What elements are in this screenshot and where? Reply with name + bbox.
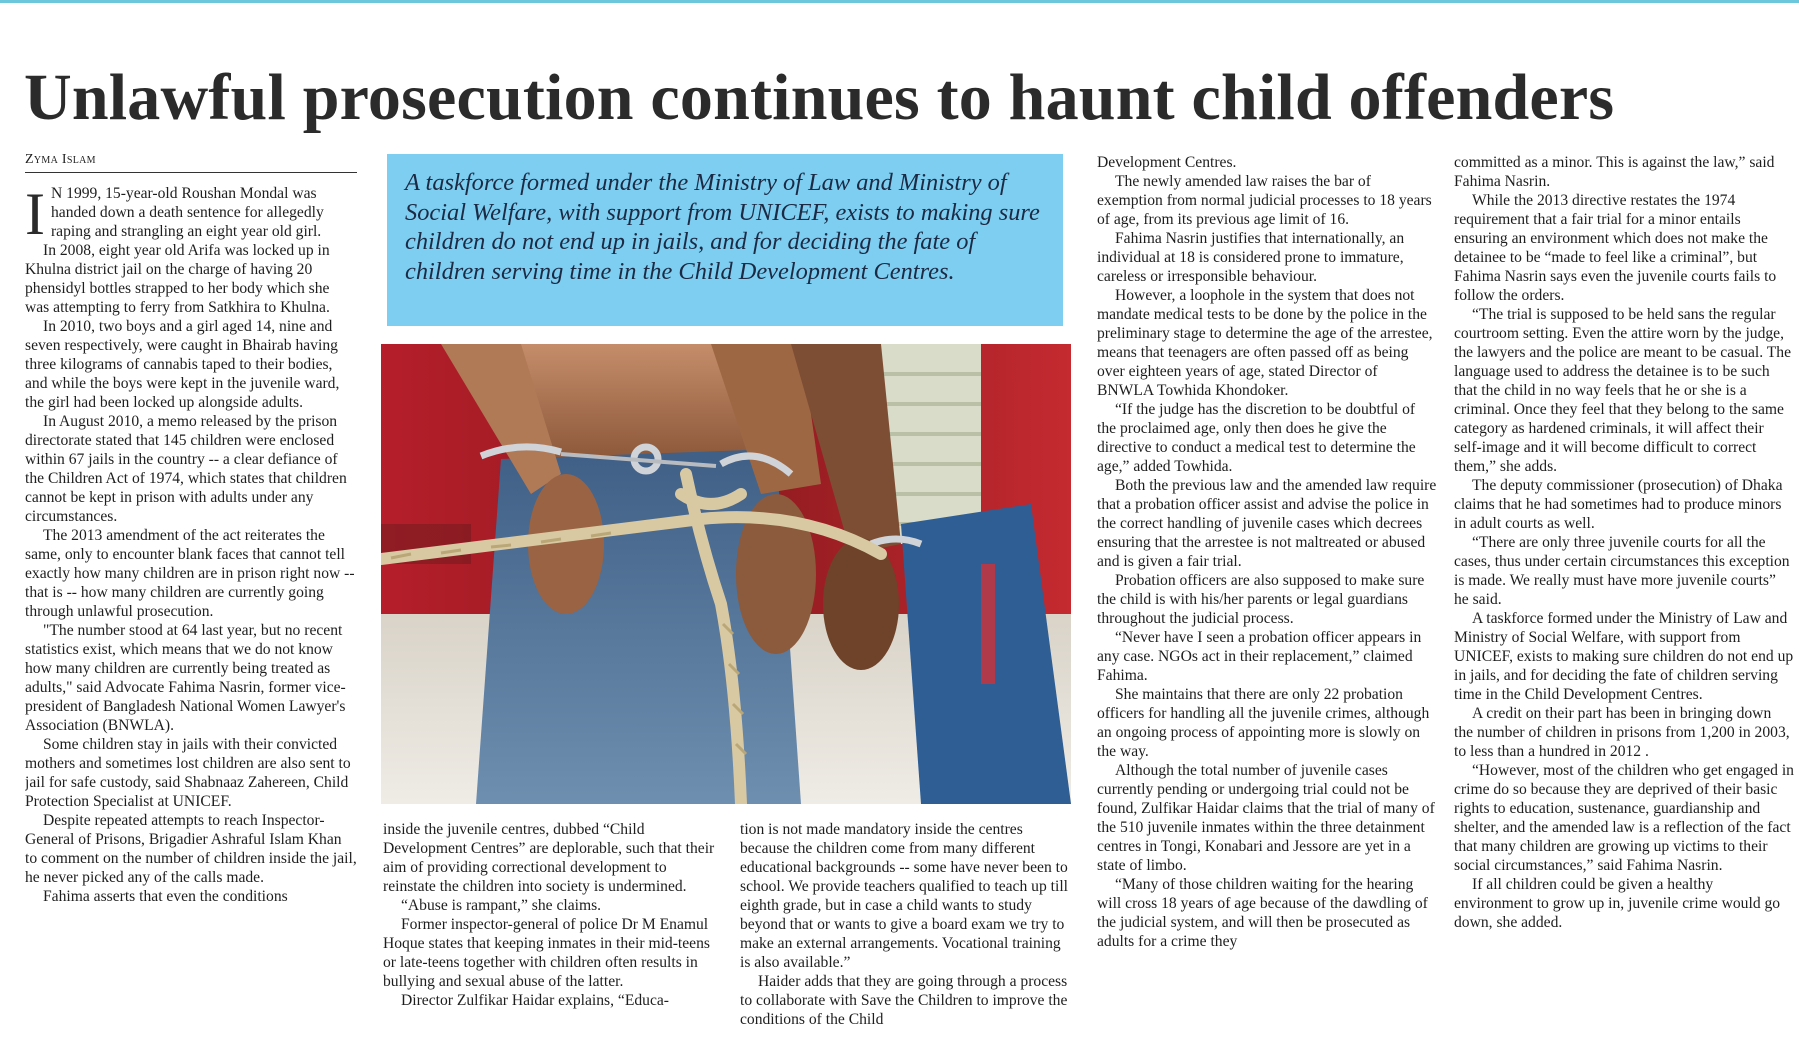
paragraph: Both the previous law and the amended law require that a probation officer assist and advise the police in the correct handling of juvenile cases which decrees ensuring that the arrestee is not maltreated or abused and is given a fair trial. bbox=[1097, 477, 1437, 570]
article-column-2 bbox=[383, 820, 721, 1042]
paragraph: Fahima asserts that even the conditions bbox=[43, 888, 288, 905]
paragraph: "The number stood at 64 last year, but no recent statistics exist, which means that we do not know how many children are currently being treated as adults," said Advocate Fahima Nasrin, former vice-president of Bangladesh National Women Lawyer's Association (BNWLA). bbox=[25, 622, 346, 734]
paragraph: inside the juvenile centres, dubbed “Child Development Centres” are deplorable, such that their aim of providing correctional development to reinstate the children into society is undermined. bbox=[383, 821, 715, 895]
paragraph: “There are only three juvenile courts for all the cases, thus under certain circumstances this exception is made. We really must have more juvenile courts” he said. bbox=[1454, 534, 1790, 608]
drop-cap: I bbox=[25, 184, 45, 247]
paragraph: The deputy commissioner (prosecution) of Dhaka claims that he had sometimes had to produce minors in adult courts as well. bbox=[1454, 477, 1783, 532]
paragraph: tion is not made mandatory inside the centres because the children come from many different educational backgrounds -- some have never been to school. We provide teachers qualified to teach up till eighth grade, but in case a child wants to study beyond that or wants to give a board exam we try to make an external arrangements. Vocational training is also available.” bbox=[740, 821, 1068, 971]
paragraph: If all children could be given a healthy environment to grow up in, juvenile crime would go down, she added. bbox=[1454, 876, 1781, 931]
paragraph: “However, most of the children who get engaged in crime do so because they are deprived of their basic rights to education, sustenance, guardianship and shelter, and the amended law is a reflection of the fact that many children are growing up victims to their social circumstances,” said Fahima Nasrin. bbox=[1454, 762, 1794, 874]
handcuffed-hands-photo bbox=[381, 344, 1071, 804]
photo-illustration bbox=[381, 344, 1071, 804]
pull-quote-text: A taskforce formed under the Ministry of Law and Ministry of Social Welfare, with support from UNICEF, exists to making sure children do not end up in jails, and for deciding the fate of children serving time in the Child Development Centres. bbox=[405, 169, 1040, 285]
paragraph: In 2008, eight year old Arifa was locked up in Khulna district jail on the charge of having 20 phensidyl bottles strapped to her body which she was attempting to ferry from Satkhira to Khulna. bbox=[25, 242, 330, 316]
paragraph: However, a loophole in the system that does not mandate medical tests to be done by the police in the preliminary stage to determine the age of the arrestee, means that teenagers are often passed off as being over eighteen years of age, stated Director of BNWLA Towhida Khondoker. bbox=[1097, 287, 1433, 399]
paragraph: Haider adds that they are going through a process to collaborate with Save the Children to improve the conditions of the Child bbox=[740, 973, 1068, 1028]
paragraph: “If the judge has the discretion to be doubtful of the proclaimed age, only then does he give the directive to conduct a medical test to determine the age,” added Towhida. bbox=[1097, 401, 1416, 475]
byline: Zyma Islam bbox=[25, 152, 357, 173]
lead-paragraph: I N 1999, 15-year-old Roushan Mondal was handed down a death sentence for allegedly raping and strangling an eight year old girl. bbox=[25, 184, 324, 247]
paragraph: The 2013 amendment of the act reiterates the same, only to encounter blank faces that cannot tell exactly how many children are in prison right now -- that is -- how many children are currently going through unlawful prosecution. bbox=[25, 527, 355, 620]
article-column-1 bbox=[25, 184, 357, 1042]
paragraph: “Abuse is rampant,” she claims. bbox=[401, 897, 602, 914]
headline: Unlawful prosecution continues to haunt child offenders bbox=[24, 61, 1615, 134]
pull-quote-box bbox=[387, 154, 1063, 326]
paragraph: Former inspector-general of police Dr M Enamul Hoque states that keeping inmates in their mid-teens or late-teens together with children often results in bullying and sexual abuse of the latter. bbox=[383, 916, 710, 990]
paragraph: Probation officers are also supposed to make sure the child is with his/her parents or legal guardians throughout the judicial process. bbox=[1097, 572, 1425, 627]
paragraph: Director Zulfikar Haidar explains, “Educa- bbox=[401, 992, 670, 1009]
paragraph: Although the total number of juvenile cases currently pending or undergoing trial could not be found, Zulfikar Haidar claims that the trial of many of the 510 juvenile inmates within the three detainment centres in Tongi, Konabari and Jessore are yet in a state of limbo. bbox=[1097, 762, 1435, 874]
paragraph: In 2010, two boys and a girl aged 14, nine and seven respectively, were caught in Bhairab having three kilograms of cannabis taped to their bodies, and while the boys were kept in the juvenile ward, the girl had been locked up alongside adults. bbox=[25, 318, 340, 411]
paragraph: She maintains that there are only 22 probation officers for handling all the juvenile crimes, although an ongoing process of appointing more is slowly on the way. bbox=[1097, 686, 1430, 760]
paragraph: A credit on their part has been in bringing down the number of children in prisons from 1,200 in 2003, to less than a hundred in 2012 . bbox=[1454, 705, 1790, 760]
paragraph: Despite repeated attempts to reach Inspector-General of Prisons, Brigadier Ashraful Islam Khan to comment on the number of children inside the jail, he never picked any of the calls made. bbox=[25, 812, 357, 886]
article-column-4 bbox=[1097, 153, 1437, 1042]
paragraph: The newly amended law raises the bar of exemption from normal judicial processes to 18 years of age, from its previous age limit of 16. bbox=[1097, 173, 1432, 228]
article-column-5 bbox=[1454, 153, 1794, 1042]
paragraph: “Many of those children waiting for the hearing will cross 18 years of age because of the dawdling of the judicial system, and will then be prosecuted as adults for a crime they bbox=[1097, 876, 1428, 950]
paragraph: Some children stay in jails with their convicted mothers and sometimes lost children are also sent to jail for safe custody, said Shabnaaz Zahereen, Child Protection Specialist at UNICEF. bbox=[25, 736, 351, 810]
paragraph: Development Centres. bbox=[1097, 154, 1237, 171]
top-rule bbox=[0, 0, 1799, 3]
paragraph: Fahima Nasrin justifies that internationally, an individual at 18 is considered prone to immature, careless or irresponsible behaviour. bbox=[1097, 230, 1405, 285]
paragraph: “Never have I seen a probation officer appears in any case. NGOs act in their replacement,” claimed Fahima. bbox=[1097, 629, 1422, 684]
paragraph: While the 2013 directive restates the 1974 requirement that a fair trial for a minor entails ensuring an environment which does not make the detainee to be “made to feel like a criminal”, but Fahima Nasrin says even the juvenile courts fails to follow the orders. bbox=[1454, 192, 1777, 304]
paragraph: committed as a minor. This is against the law,” said Fahima Nasrin. bbox=[1454, 154, 1775, 190]
paragraph: In August 2010, a memo released by the prison directorate stated that 145 children were enclosed within 67 jails in the country -- a clear defiance of the Children Act of 1974, which states that children cannot be kept in prison with adults under any circumstances. bbox=[25, 413, 347, 525]
paragraph: A taskforce formed under the Ministry of Law and Ministry of Social Welfare, with support from UNICEF, exists to making sure children do not end up in jails, and for deciding the fate of children serving time in the Child Development Centres. bbox=[1454, 610, 1794, 703]
paragraph: “The trial is supposed to be held sans the regular courtroom setting. Even the attire worn by the judge, the lawyers and the police are meant to be casual. The language used to address the detainee is to be such that the child in no way feels that he or she is a criminal. Once they feel that they belong to the same category as hardened criminals, it will affect their self-image and it will become difficult to correct them,” she adds. bbox=[1454, 306, 1792, 475]
article-column-3 bbox=[740, 820, 1074, 1042]
